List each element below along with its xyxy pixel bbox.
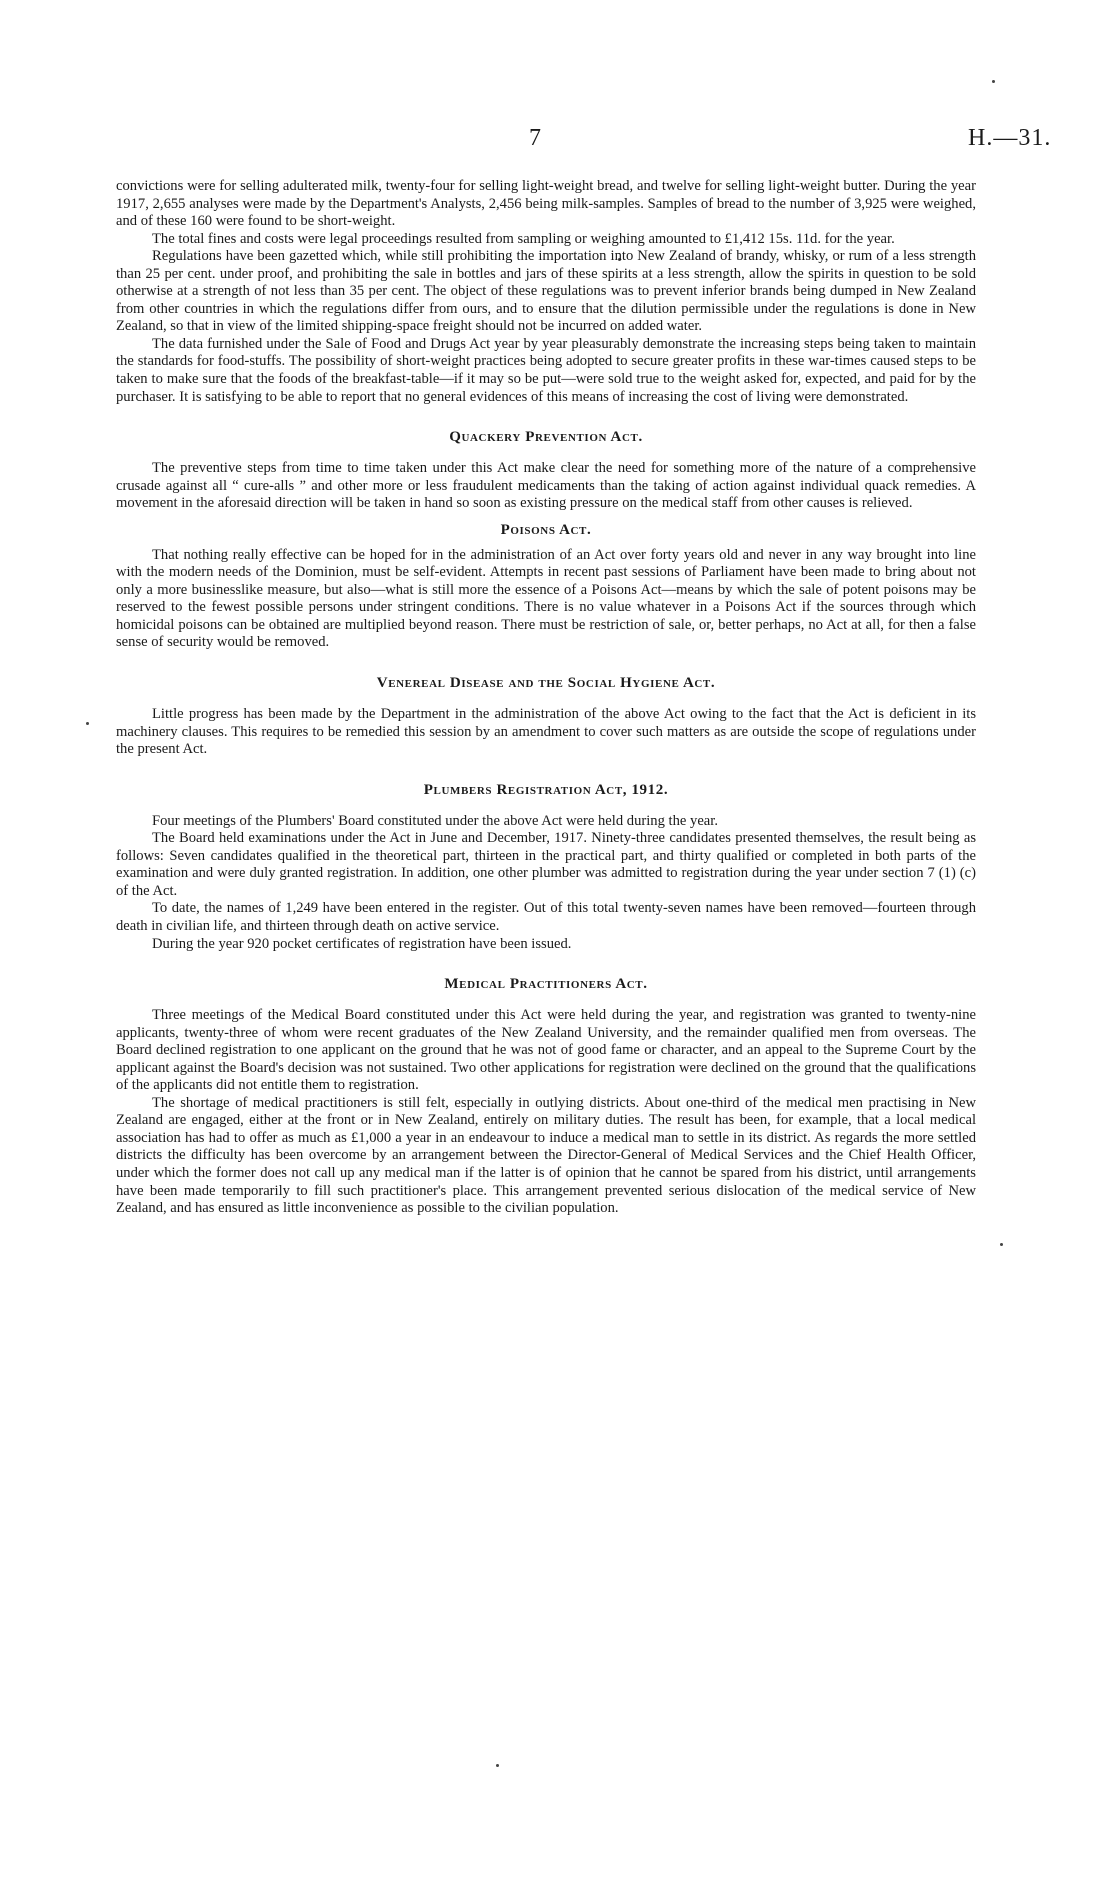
paragraph: That nothing really effective can be hoped for in the administration of an Act over forty years old and never in any way brought into line with the modern needs of the Dominion, must be self-evident. Attempts in recent past sessions of Parliament have been made to bring about not only a more businesslike measure, but also—what is still more the essence of a Poisons Act—means by which the sale of potent poisons may be reserved to the fewest possible persons under stringent conditions. There is no value whatever in a Poisons Act if the sources through which homicidal poisons can be obtained are multiplied beyond reason. There must be restriction of sale, or, better perhaps, no Act at all, for then a false sense of security would be removed. (116, 546, 976, 651)
spacer (116, 953, 976, 975)
stray-ink-mark (1000, 1243, 1003, 1246)
section-heading-venereal: Venereal Disease and the Social Hygiene Act. (376, 675, 716, 692)
section-heading-poisons: Poisons Act. (500, 521, 592, 538)
stray-ink-mark (992, 80, 995, 83)
spacer (116, 406, 976, 428)
page-reference: H.—31. (968, 125, 1052, 151)
spacer (116, 539, 976, 547)
paragraph: To date, the names of 1,249 have been entered in the register. Out of this total twenty-seven names have been removed—fourteen through death in civilian life, and thirteen through death on active service. (116, 900, 976, 934)
spacer (116, 692, 976, 706)
spacer (116, 513, 976, 521)
paragraph: The preventive steps from time to time taken under this Act make clear the need for something more of the nature of a comprehensive crusade against all “ cure-alls ” and other more or less fraudulent medicaments than the taking of action against individual quack remedies. A movement in the aforesaid direction will be taken in hand so soon as existing pressure on the medical staff from other causes is relieved. (116, 460, 976, 512)
paragraph: The shortage of medical practitioners is still felt, especially in outlying districts. About one-third of the medical men practising in New Zealand are engaged, either at the front or in New Zealand, entirely on military duties. The result has been, for example, that a local medical association has had to offer as much as £1,000 a year in an endeavour to induce a medical man to settle in its district. As regards the more settled districts the difficulty has been overcome by an arrangement between the Director-General of Medical Services and the Chief Health Officer, under which the former does not call up any medical man if the latter is of opinion that he cannot be spared from his district, until arrangements have been made temporarily to fill such practitioner's place. This arrangement prevented serious dislocation of the medical service of New Zealand, and has ensured as little inconvenience as possible to the civilian population. (116, 1094, 976, 1217)
paragraph: The Board held examinations under the Act in June and December, 1917. Ninety-three candidates presented themselves, the result being as follows: Seven candidates qualified in the theoretical part, thirteen in the practical part, and thirty qualified or completed in both parts of the examination and were duly granted registration. In addition, one other plumber was admitted to registration during the year under section 7 (1) (c) of the Act. (116, 830, 976, 899)
stray-ink-mark (496, 1764, 499, 1767)
paragraph: The data furnished under the Sale of Food and Drugs Act year by year pleasurably demonstrate the increasing steps being taken to maintain the standards for food-stuffs. The possibility of short-weight practices being adopted to secure greater profits in these war-times caused steps to be taken to make sure that the foods of the breakfast-table—if it may so be put—were sold true to the weight asked for, expected, and paid for by the purchaser. It is satisfying to be able to report that no general evidences of this means of increasing the cost of living were demonstrated. (116, 335, 976, 405)
spacer (116, 799, 976, 813)
spacer (116, 652, 976, 674)
section-heading-medical: Medical Practitioners Act. (444, 976, 648, 993)
paragraph: Little progress has been made by the Department in the administration of the above Act owing to the fact that the Act is deficient in its machinery clauses. This requires to be remedied this session by an amendment to cover such matters as are outside the scope of regulations under the present Act. (116, 706, 976, 758)
paragraph: Three meetings of the Medical Board constituted under this Act were held during the year, and registration was granted to twenty-nine applicants, twenty-three of whom were recent graduates of the New Zealand University, and the remainder qualified men from overseas. The Board declined registration to one applicant on the ground that he was not of good fame or character, and an appeal to the Supreme Court by the applicant against the Board's decision was not sustained. Two other applications for registration were declined on the ground that the qualifications of the applicants did not entitle them to registration. (116, 1007, 976, 1094)
page-number: 7 (529, 125, 541, 151)
paragraph: Regulations have been gazetted which, while still prohibiting the importation into New Zealand of brandy, whisky, or rum of a less strength than 25 per cent. under proof, and prohibiting the sale in bottles and jars of these spirits at a less strength, allow the spirits in question to be sold otherwise at a strength of not less than 35 per cent. The object of these regulations was to prevent inferior brands being dumped in New Zealand from other countries in which the regulations differ from ours, and to ensure that the dilution permissible under the regulations is done in New Zealand, so that in view of the limited shipping-space freight should not be incurred on added water. (116, 248, 976, 335)
paragraph: The total fines and costs were legal proceedings resulted from sampling or weighing amounted to £1,412 15s. 11d. for the year. (152, 230, 895, 247)
body-text (116, 178, 976, 1218)
section-heading-quackery: Quackery Prevention Act. (449, 429, 643, 446)
spacer (116, 759, 976, 781)
stray-ink-mark (86, 722, 89, 725)
paragraph: convictions were for selling adulterated milk, twenty-four for selling light-weight bread, and twelve for selling light-weight butter. During the year 1917, 2,655 analyses were made by the Department's Analysts, 2,456 being milk-samples. Samples of bread to the number of 3,925 were weighed, and of these 160 were found to be short-weight. (116, 178, 976, 230)
paragraph: During the year 920 pocket certificates of registration have been issued. (152, 935, 572, 952)
spacer (116, 446, 976, 460)
paragraph: Four meetings of the Plumbers' Board constituted under the above Act were held during the year. (152, 812, 718, 829)
section-heading-plumbers: Plumbers Registration Act, 1912. (423, 781, 669, 798)
spacer (116, 993, 976, 1007)
